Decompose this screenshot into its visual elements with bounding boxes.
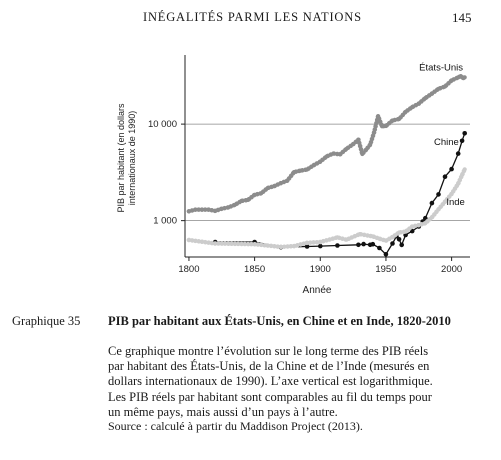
data-point xyxy=(384,252,389,257)
data-point xyxy=(213,241,217,245)
data-point xyxy=(299,169,303,173)
series-label-chine: Chine xyxy=(433,136,459,148)
data-point xyxy=(335,243,340,248)
data-point xyxy=(279,181,283,185)
data-point xyxy=(450,78,454,82)
data-point xyxy=(266,186,270,190)
data-point xyxy=(331,151,335,155)
data-point xyxy=(417,223,421,227)
data-point xyxy=(253,242,257,246)
data-point xyxy=(200,208,204,212)
data-point xyxy=(456,182,460,186)
x-ticks xyxy=(178,257,462,275)
data-point xyxy=(344,238,348,242)
data-point xyxy=(193,208,197,212)
data-point xyxy=(371,234,375,238)
x-tick-label: 1900 xyxy=(309,264,331,275)
data-point xyxy=(187,238,191,242)
data-point xyxy=(436,192,441,197)
caption-line: Les PIB réels par habitant sont comparables au fil du temps pour xyxy=(108,389,432,404)
caption-source: Source : calculé à partir du Maddison Project (2013). xyxy=(108,419,363,433)
data-point xyxy=(318,160,322,164)
x-tick-label: 1950 xyxy=(375,264,397,275)
x-tick-label: 1850 xyxy=(244,264,266,275)
data-point xyxy=(397,117,401,121)
data-point xyxy=(456,151,461,156)
series-line xyxy=(189,76,465,211)
data-point xyxy=(450,192,454,196)
data-point xyxy=(410,224,414,228)
data-point xyxy=(390,241,395,246)
caption-line: un même pays, mais aussi d’un pays à l’autre. xyxy=(108,404,338,419)
data-point xyxy=(430,215,434,219)
series-layer xyxy=(187,74,467,257)
data-point xyxy=(372,130,376,134)
y-tick-label: 1 000 xyxy=(153,215,177,227)
caption-title: PIB par habitant aux États-Unis, en Chine et en Inde, 1820-2010 xyxy=(108,314,451,328)
data-point xyxy=(305,167,309,171)
series-etats-unis xyxy=(187,74,467,213)
data-point xyxy=(460,139,465,144)
data-point xyxy=(371,242,376,247)
data-point xyxy=(318,244,323,249)
data-point xyxy=(312,163,316,167)
series-line-core xyxy=(189,76,465,211)
data-point xyxy=(292,170,296,174)
data-point xyxy=(213,209,217,213)
data-point xyxy=(187,209,191,213)
data-point xyxy=(436,87,440,91)
data-point xyxy=(361,242,366,247)
data-point xyxy=(253,193,257,197)
data-point xyxy=(404,230,408,234)
data-point xyxy=(377,246,382,251)
series-label-inde: Inde xyxy=(446,197,465,209)
data-point xyxy=(356,138,360,142)
data-point xyxy=(390,118,394,122)
data-point xyxy=(325,154,329,158)
data-point xyxy=(376,114,380,118)
data-point xyxy=(463,167,467,171)
data-point xyxy=(449,167,454,172)
data-point xyxy=(344,147,348,151)
data-point xyxy=(335,235,339,239)
data-point xyxy=(364,148,368,152)
data-point xyxy=(233,203,237,207)
data-point xyxy=(384,239,388,243)
data-point xyxy=(397,230,401,234)
data-point xyxy=(272,184,276,188)
y-axis-label xyxy=(116,103,137,213)
data-point xyxy=(292,244,296,248)
data-point xyxy=(460,173,464,177)
data-point xyxy=(384,124,388,128)
data-point xyxy=(390,235,394,239)
caption-line: par habitant des États-Unis, de la Chine et de l’Inde (mesurés en xyxy=(108,359,430,374)
x-axis-label: Année xyxy=(302,285,332,296)
data-point xyxy=(285,179,289,183)
data-point xyxy=(423,221,427,225)
data-point xyxy=(358,232,362,236)
caption-line: dollars internationaux de 1990). L’axe vertical est logarithmique. xyxy=(108,374,433,389)
y-ticks xyxy=(148,119,185,227)
data-point xyxy=(279,245,283,249)
data-point xyxy=(436,207,440,211)
x-tick-label: 1800 xyxy=(178,264,200,275)
data-point xyxy=(305,241,309,245)
data-point xyxy=(380,124,384,128)
data-point xyxy=(399,243,404,248)
data-point xyxy=(462,131,467,136)
data-point xyxy=(207,208,211,212)
data-point xyxy=(423,96,427,100)
data-point xyxy=(377,237,381,241)
data-point xyxy=(443,174,448,179)
page-number: 145 xyxy=(452,10,472,25)
data-point xyxy=(368,143,372,147)
data-point xyxy=(220,207,224,211)
y-axis-label-line-2: internationaux de 1990) xyxy=(127,110,137,206)
data-point xyxy=(259,191,263,195)
series-label-etats-unis: États-Unis xyxy=(419,62,464,74)
data-point xyxy=(463,75,467,79)
data-point xyxy=(246,198,250,202)
data-point xyxy=(351,142,355,146)
data-point xyxy=(430,201,435,206)
data-point xyxy=(404,110,408,114)
data-point xyxy=(360,152,364,156)
caption-body xyxy=(108,344,493,420)
data-point xyxy=(338,152,342,156)
data-point xyxy=(430,92,434,96)
data-point xyxy=(410,105,414,109)
data-point xyxy=(397,237,402,242)
caption-label: Graphique 35 xyxy=(12,314,81,328)
data-point xyxy=(318,240,322,244)
running-title: INÉGALITÉS PARMI LES NATIONS xyxy=(143,10,362,24)
y-tick-label: 10 000 xyxy=(147,119,177,131)
data-point xyxy=(417,102,421,106)
data-point xyxy=(239,199,243,203)
data-point xyxy=(356,243,361,248)
data-point xyxy=(226,205,230,209)
x-tick-label: 2000 xyxy=(441,264,463,275)
data-point xyxy=(443,84,447,88)
y-axis-label-line-1: PIB par habitant (en dollars xyxy=(116,103,126,213)
caption-line: Ce graphique montre l’évolution sur le long terme des PIB réels xyxy=(108,344,429,358)
